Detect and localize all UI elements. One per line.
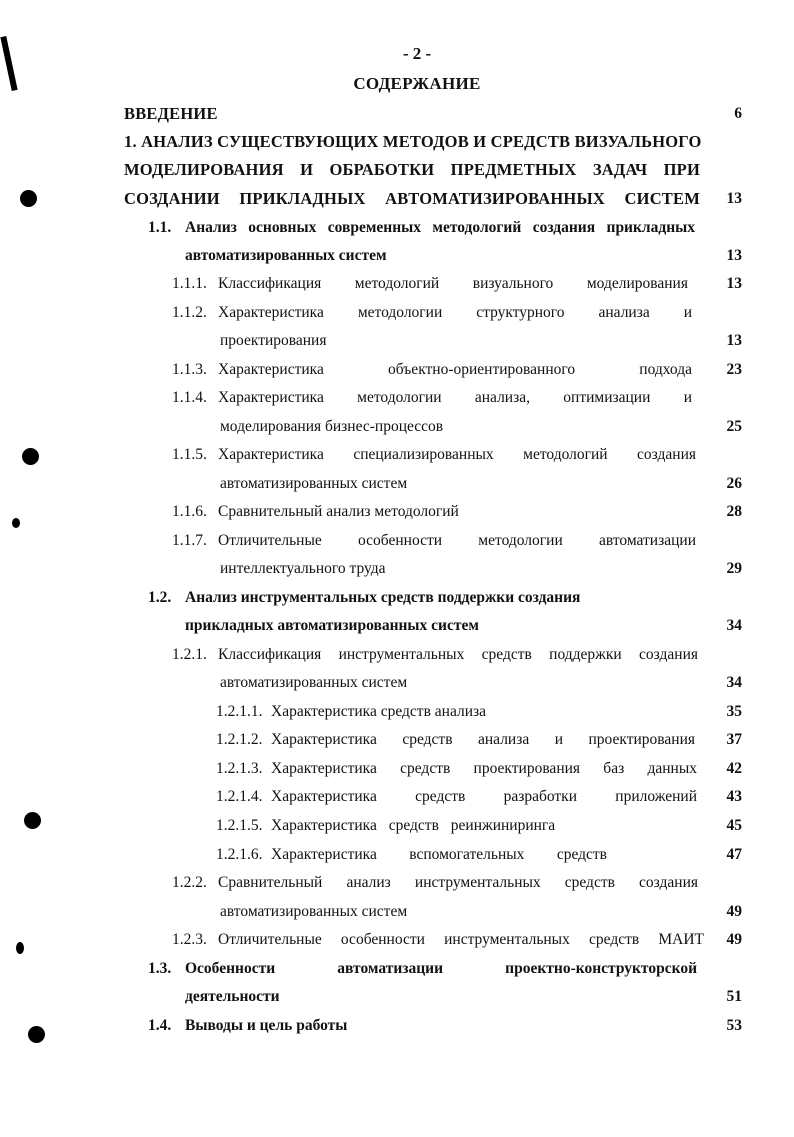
toc-page: 43 <box>726 788 742 805</box>
toc-page: 6 <box>734 105 742 122</box>
toc-num: 1.2.1.2. <box>216 731 263 748</box>
toc-num: 1.1.5. <box>172 446 207 463</box>
toc-entry-text: Выводы и цель работы <box>185 1017 348 1034</box>
toc-page: 35 <box>726 703 742 720</box>
toc-num: 1.1.4. <box>172 389 207 406</box>
toc-num: 1.2. <box>148 589 172 606</box>
toc-page: 49 <box>726 931 742 948</box>
toc-num: 1.1.1. <box>172 275 207 292</box>
binder-hole <box>22 448 39 465</box>
toc-page: 23 <box>726 361 742 378</box>
toc-num: 1.4. <box>148 1017 172 1034</box>
toc-num: 1.1.6. <box>172 503 207 520</box>
toc-entry-text: ВВЕДЕНИЕ <box>124 104 218 123</box>
toc-entry-text: Характеристика вспомогательных средств <box>271 846 607 863</box>
toc-page: 45 <box>726 817 742 834</box>
toc-num: 1.1.2. <box>172 304 207 321</box>
toc-page: 13 <box>726 247 742 264</box>
toc-page: 53 <box>726 1017 742 1034</box>
toc-page: 13 <box>726 332 742 349</box>
toc-entry-text: Характеристика объектно-ориентированного подхода <box>218 361 692 378</box>
toc-entry-text: Классификация методологий визуального моделирования <box>218 275 688 292</box>
toc-entry-text: Отличительные особенности инструментальных средств МАИТ <box>218 931 704 948</box>
toc-page: 49 <box>726 903 742 920</box>
toc-entry-text: Характеристика средств разработки приложений <box>271 788 697 805</box>
toc-page: 13 <box>726 190 742 207</box>
toc-entry-text: интеллектуального труда <box>220 560 386 577</box>
toc-entry-text: Классификация инструментальных средств поддержки создания <box>218 646 698 663</box>
toc-entry-text: Характеристика средств анализа <box>271 703 486 720</box>
toc-num: 1.1.3. <box>172 361 207 378</box>
toc-entry-text: моделирования бизнес-процессов <box>220 418 444 435</box>
toc-entry-text: Характеристика средств анализа и проектирования <box>271 731 695 748</box>
binder-hole <box>20 190 37 207</box>
toc-page: 13 <box>726 275 742 292</box>
toc-page: 25 <box>726 418 742 435</box>
toc-entry-text: деятельности <box>185 988 280 1005</box>
toc-entry-text: Характеристика методологии анализа, оптимизации и <box>218 389 692 406</box>
toc-entry-text: автоматизированных систем <box>185 247 387 264</box>
toc-page: 42 <box>726 760 742 777</box>
toc-num: 1.2.1.1. <box>216 703 263 720</box>
toc-entry-text: автоматизированных систем <box>220 475 408 492</box>
scan-mark <box>0 36 17 91</box>
toc-page: 28 <box>726 503 742 520</box>
toc-page: 26 <box>726 475 742 492</box>
toc-entry-text: Анализ основных современных методологий создания прикладных <box>185 219 695 236</box>
toc-entry-text: автоматизированных систем <box>220 674 408 691</box>
toc-num: 1.2.1.5. <box>216 817 263 834</box>
toc-page: 37 <box>726 731 742 748</box>
toc-num: 1.2.3. <box>172 931 207 948</box>
binder-hole <box>24 812 41 829</box>
toc-num: 1.1.7. <box>172 532 207 549</box>
toc-entry-text: автоматизированных систем <box>220 903 408 920</box>
toc-num: 1.1. <box>148 219 172 236</box>
toc-num: 1.2.1. <box>172 646 207 663</box>
toc-entry-text: МОДЕЛИРОВАНИЯ И ОБРАБОТКИ ПРЕДМЕТНЫХ ЗАДАЧ ПРИ <box>124 160 700 179</box>
toc-num: 1.2.1.6. <box>216 846 263 863</box>
toc-num: 1.2.2. <box>172 874 207 891</box>
toc-num: 1.2.1.3. <box>216 760 263 777</box>
toc-entry-text: Характеристика средств реинжиниринга <box>271 817 556 834</box>
toc-entry-text: Сравнительный анализ инструментальных средств создания <box>218 874 698 891</box>
toc-entry-text: 1. АНАЛИЗ СУЩЕСТВУЮЩИХ МЕТОДОВ И СРЕДСТВ ВИЗУАЛЬНОГО <box>124 132 702 151</box>
toc-entry-text: Сравнительный анализ методологий <box>218 503 459 520</box>
toc-entry-text: Характеристика средств проектирования баз данных <box>271 760 697 777</box>
toc-entry-text: СОЗДАНИИ ПРИКЛАДНЫХ АВТОМАТИЗИРОВАННЫХ СИСТЕМ <box>124 189 700 208</box>
toc-entry-text: Анализ инструментальных средств поддержки создания <box>185 589 581 606</box>
toc-entry-text: прикладных автоматизированных систем <box>185 617 479 634</box>
toc-page: 34 <box>726 674 742 691</box>
toc-page: 51 <box>726 988 742 1005</box>
binder-hole <box>28 1026 45 1043</box>
toc-entry-text: проектирования <box>220 332 327 349</box>
toc-num: 1.3. <box>148 960 172 977</box>
toc-entry-text: Отличительные особенности методологии автоматизации <box>218 532 696 549</box>
toc-page: 29 <box>726 560 742 577</box>
page-number: - 2 - <box>402 44 432 63</box>
toc-entry-text: Характеристика методологии структурного анализа и <box>218 304 692 321</box>
toc-entry-text: Характеристика специализированных методологий создания <box>218 446 696 463</box>
toc-page: 47 <box>726 846 742 863</box>
binder-hole <box>12 518 20 528</box>
binder-hole <box>16 942 24 954</box>
toc-num: 1.2.1.4. <box>216 788 263 805</box>
toc-entry-text: Особенности автоматизации проектно-конструкторской <box>185 960 697 977</box>
toc-page: 34 <box>726 617 742 634</box>
page-title: СОДЕРЖАНИЕ <box>353 74 481 93</box>
